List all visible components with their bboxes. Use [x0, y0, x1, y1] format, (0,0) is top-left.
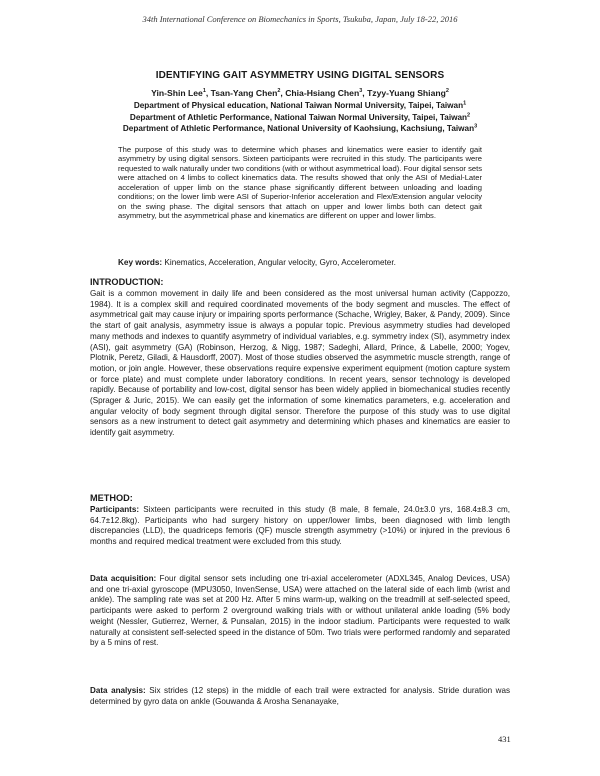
participants-text: Sixteen participants were recruited in this study (8 male, 8 female, 24.0±3.0 yrs, 168.4±8.3 cm, 64.7±12.8kg). Participants who had surgery history on upper/lower limbs, been diagnosed with limb length discrepancies (LLD), the quadriceps femoris (QF) muscle strength asymmetry (>10%) or injured in the previous 6 months and required medical treatment were excluded from this study.	[90, 505, 510, 547]
author-list	[0, 88, 600, 98]
introduction-text: Gait is a common movement in daily life and been considered as the most universal human activity (Cappozzo, 1984). It is a complex skill and required coordinated movements of the body segment and muscles. The effect of asymmetrical gait may cause injury or impairing sports performance (Schache, Wrigley, Baker, & Pandy, 2009). Since the start of gait analysis, asymmetry issue is always a popular topic. Previous asymmetry studies had developed many methods and indexes to quantify asymmetry of individual variables, e.g. symmetry index (SI), asymmetry index (ASI), gait asymmetry (GA) (Robinson, Herzog, & Nigg, 1987; Sadeghi, Allard, Prince, & Labelle, 2000; Yogev, Plotnik, Peretz, Giladi, & Hausdorff, 2007). Most of those studies observed the asymmetric muscle strength, range of motion, or join angle. However, these observations require expensive experiment equipment (motion capture system or force plate) and must complete under laboratory conditions. In recent years, sensor technology is developed rapidly. Because of portability and low-cost, digital sensor has been widely applied in biomechanical studies recently (Sprager & Juric, 2015). We can easily get the information of some kinematics parameters, e.g. acceleration and angular velocity of body segment through digital sensor. Therefore the purpose of this study was to use digital sensors as a new instrument to detect gait asymmetry and determining which phases and kinematics are easier to identify gait asymmetry.	[90, 289, 510, 438]
data-acquisition-paragraph	[90, 574, 510, 649]
data-acquisition-label: Data acquisition:	[90, 574, 157, 583]
data-analysis-paragraph	[90, 686, 510, 707]
participants-paragraph	[90, 505, 510, 548]
data-analysis-label: Data analysis:	[90, 686, 146, 695]
keywords-text: Kinematics, Acceleration, Angular velocity, Gyro, Accelerometer.	[162, 258, 396, 267]
affiliation-3: Department of Athletic Performance, National University of Kaohsiung, Kachsiung, Taiwan$^3$	[122, 123, 478, 133]
author-3: Chia-Hsiang Chen$^3$,	[285, 88, 368, 98]
affiliation-list	[0, 100, 600, 135]
page-number: 431	[498, 734, 511, 744]
author-2: Tsan-Yang Chen$^2$,	[210, 88, 286, 98]
affiliation-2: Department of Athletic Performance, National Taiwan Normal University, Taipei, Taiwan$^2$	[129, 111, 471, 122]
keywords	[118, 258, 482, 267]
data-acquisition-text: Four digital sensor sets including one tri-axial accelerometer (ADXL345, Analog Devices, USA) and one tri-axial gyroscope (MPU3050, InvenSense, USA) were attached on the lateral side of each limb (wrist and ankle). The sampling rate was set at 200 Hz. After 5 mins warm-up, walking on the treadmill at self-selected speed, participants were asked to perform 2 overground walking trials with or without unilateral ankle loading (5% body weight (Nessler, Gutierrez, Werner, & Punsalan, 2015) in the indoor stadium. Participants were requested to walk naturally at consistent self-selected speed in the distance of 50m. Two trials were performed randomly and separated by a 5 mins of rest.	[90, 574, 510, 648]
running-header: 34th International Conference on Biomechanics in Sports, Tsukuba, Japan, July 18-22, 2016	[142, 14, 458, 24]
paper-title: IDENTIFYING GAIT ASYMMETRY USING DIGITAL SENSORS	[155, 70, 445, 81]
author-4: Tzyy-Yuang Shiang$^2$	[367, 88, 449, 98]
affiliation-1: Department of Physical education, National Taiwan Normal University, Taipei, Taiwan$^1$	[133, 100, 467, 110]
introduction-heading: INTRODUCTION:	[90, 277, 164, 287]
data-analysis-text: Six strides (12 steps) in the middle of each trail were extracted for analysis. Stride duration was determined by gyro data on ankle (Gouwanda & Arosha Senanayake,	[90, 686, 511, 706]
keywords-label: Key words:	[118, 258, 163, 267]
author-1: Yin-Shin Lee$^1$,	[151, 88, 211, 98]
method-heading: METHOD:	[90, 493, 133, 503]
participants-label: Participants:	[90, 505, 140, 514]
abstract: The purpose of this study was to determine which phases and kinematics were easier to identify gait asymmetry by using digital sensors. Sixteen participants were recruited in this study. The participants were requested to walk naturally under two conditions (with or without asymmetrical load). Four digital sensor sets were attached on 4 limbs to collect kinematics data. The results showed that only the ASI of Medial-Later acceleration of upper limb on the stance phase significantly different between unloading and loading conditions; on the lower limb were ASI of Superior-Inferior acceleration and Flex/Extension angular velocity on the swing phase. The digital sensors that attach on upper and lower limbs both can detect gait asymmetry, but the asymmetrical phase and kinematics are different on upper and lower limbs.	[118, 145, 482, 221]
